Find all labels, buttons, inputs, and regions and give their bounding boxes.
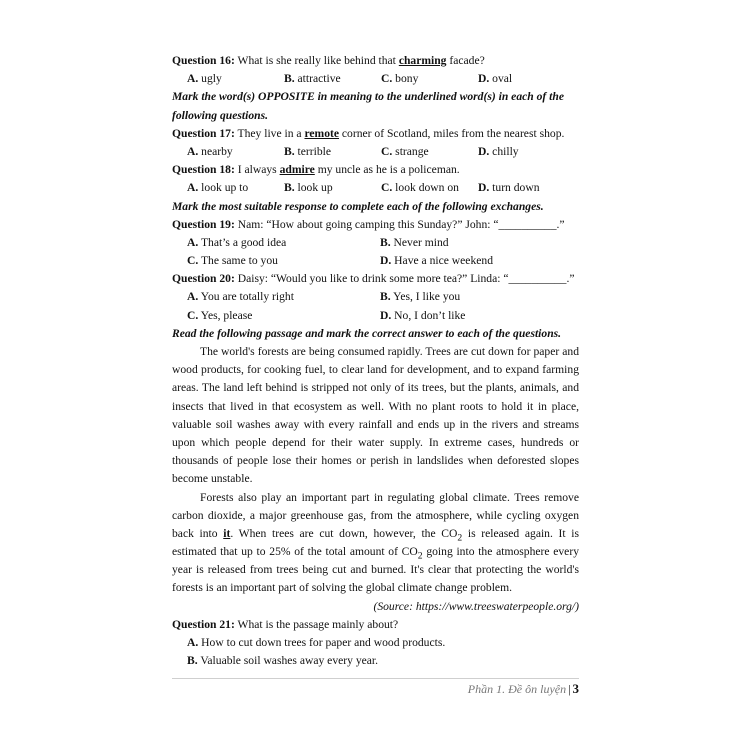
passage-source: (Source: https://www.treeswaterpeople.org/) (373, 599, 579, 613)
option-c[interactable]: C. strange (381, 144, 429, 158)
question-20 (172, 270, 579, 288)
answer-options (172, 143, 579, 161)
option-a[interactable]: A. ugly (187, 72, 222, 86)
passage-line: carbon dioxide, a major greenhouse gas, from the atmosphere, while cycling oxygen (172, 508, 579, 522)
question-text: They live in a (234, 126, 305, 140)
passage-line: forests is an important part of solving the global climate change problem. (172, 581, 512, 595)
passage-line: areas. The land left behind is stripped not only of its trees, but the plants, animals, and (172, 381, 579, 395)
option-b[interactable]: B. look up (284, 181, 333, 195)
passage-line: upon which people depend for their water supply. In extreme cases, hundreds or (172, 435, 579, 449)
question-17 (172, 125, 579, 143)
option-a[interactable]: A. nearby (187, 144, 233, 158)
question-text: Nam: “How about going camping this Sunday?” John: “__________.” (234, 217, 565, 231)
option-b[interactable]: B. terrible (284, 144, 332, 158)
answer-options (172, 288, 579, 306)
passage-line: wood products, for cooking fuel, to clear land for development, and to expand farming (172, 363, 579, 377)
option-d[interactable]: D. Have a nice weekend (380, 254, 493, 268)
question-label: Question 17: (172, 126, 235, 140)
answer-options (172, 179, 579, 197)
section-instruction: Read the following passage and mark the correct answer to each of the questions. (172, 326, 562, 340)
option-b[interactable]: B. Valuable soil washes away every year. (187, 654, 379, 668)
passage-line: back into it. When trees are cut down, however, the $CO_2$ is released again. It is (172, 526, 579, 544)
question-text: What is she really like behind that (234, 54, 399, 67)
section-instruction: Mark the word(s) OPPOSITE in meaning to the underlined word(s) in each of the (172, 90, 564, 104)
question-label: Question 20: (172, 272, 235, 286)
option-b[interactable]: B. Never mind (380, 235, 449, 249)
option-b[interactable]: B. Yes, I like you (380, 290, 461, 304)
underlined-word: charming (398, 54, 447, 67)
question-text: I always (234, 163, 280, 177)
question-21 (172, 616, 579, 634)
option-d[interactable]: D. No, I don’t like (380, 308, 466, 322)
answer-options (172, 70, 579, 88)
question-19 (172, 216, 579, 234)
question-text: facade? (446, 54, 485, 67)
option-a[interactable]: A. How to cut down trees for paper and wood products. (187, 636, 446, 649)
underlined-word: remote (304, 126, 340, 140)
question-label: Question 18: (172, 163, 235, 177)
option-a[interactable]: A. That’s a good idea (187, 235, 287, 249)
passage-line: become unstable. (172, 472, 253, 486)
answer-options (172, 307, 579, 325)
question-18 (172, 161, 579, 179)
passage-paragraph-1 (172, 343, 579, 489)
passage-line: insects that lived in that ecosystem as well. With no plant roots to hold it in place, (172, 399, 579, 413)
underlined-word: it (223, 526, 231, 540)
question-text: corner of Scotland, miles from the nearest shop. (339, 126, 565, 140)
option-c[interactable]: C. The same to you (187, 254, 278, 268)
underlined-word: admire (279, 163, 315, 177)
question-label: Question 21: (172, 617, 235, 631)
passage-line: valuable soil washes away with every rainfall and ends up in the rivers and streams (172, 417, 579, 431)
option-c[interactable]: C. bony (381, 72, 419, 86)
passage-line: Forests also play an important part in regulating global climate. Trees remove (200, 490, 579, 504)
question-16 (172, 52, 579, 70)
option-a[interactable]: A. You are totally right (187, 290, 294, 304)
passage-paragraph-2 (172, 489, 579, 598)
question-text: What is the passage mainly about? (234, 617, 399, 631)
question-text: my uncle as he is a policeman. (314, 163, 460, 177)
option-d[interactable]: D. turn down (478, 181, 540, 195)
question-label: Question 19: (172, 217, 235, 231)
exam-page (172, 52, 579, 670)
passage-line: thousands of people lose their homes or perish in landslides when deforested slopes (172, 454, 579, 468)
option-a[interactable]: A. look up to (187, 181, 249, 195)
passage-line: estimated that up to 25% of the total amount of $CO_2$ going into the atmosphere every (172, 545, 579, 562)
footer-separator: | (568, 682, 571, 696)
page-number: 3 (572, 681, 579, 696)
option-b[interactable]: B. attractive (284, 72, 341, 86)
passage-line: year is released from trees being cut and burned. It's clear that protecting the world's (172, 563, 579, 577)
option-c[interactable]: C. look down on (381, 181, 459, 195)
footer-section-title: Phần 1. Đề ôn luyện (467, 682, 567, 696)
section-instruction: Mark the most suitable response to complete each of the following exchanges. (172, 199, 544, 213)
option-d[interactable]: D. chilly (478, 144, 519, 158)
page-footer (172, 678, 579, 697)
option-c[interactable]: C. Yes, please (187, 308, 253, 322)
section-instruction: following questions. (172, 108, 268, 122)
option-d[interactable]: D. oval (478, 72, 513, 86)
answer-options (172, 234, 579, 252)
passage-line: The world's forests are being consumed rapidly. Trees are cut down for paper and (200, 345, 579, 358)
answer-options (172, 252, 579, 270)
question-label: Question 16: (172, 54, 235, 67)
question-text: Daisy: “Would you like to drink some more tea?” Linda: “__________.” (234, 272, 575, 286)
